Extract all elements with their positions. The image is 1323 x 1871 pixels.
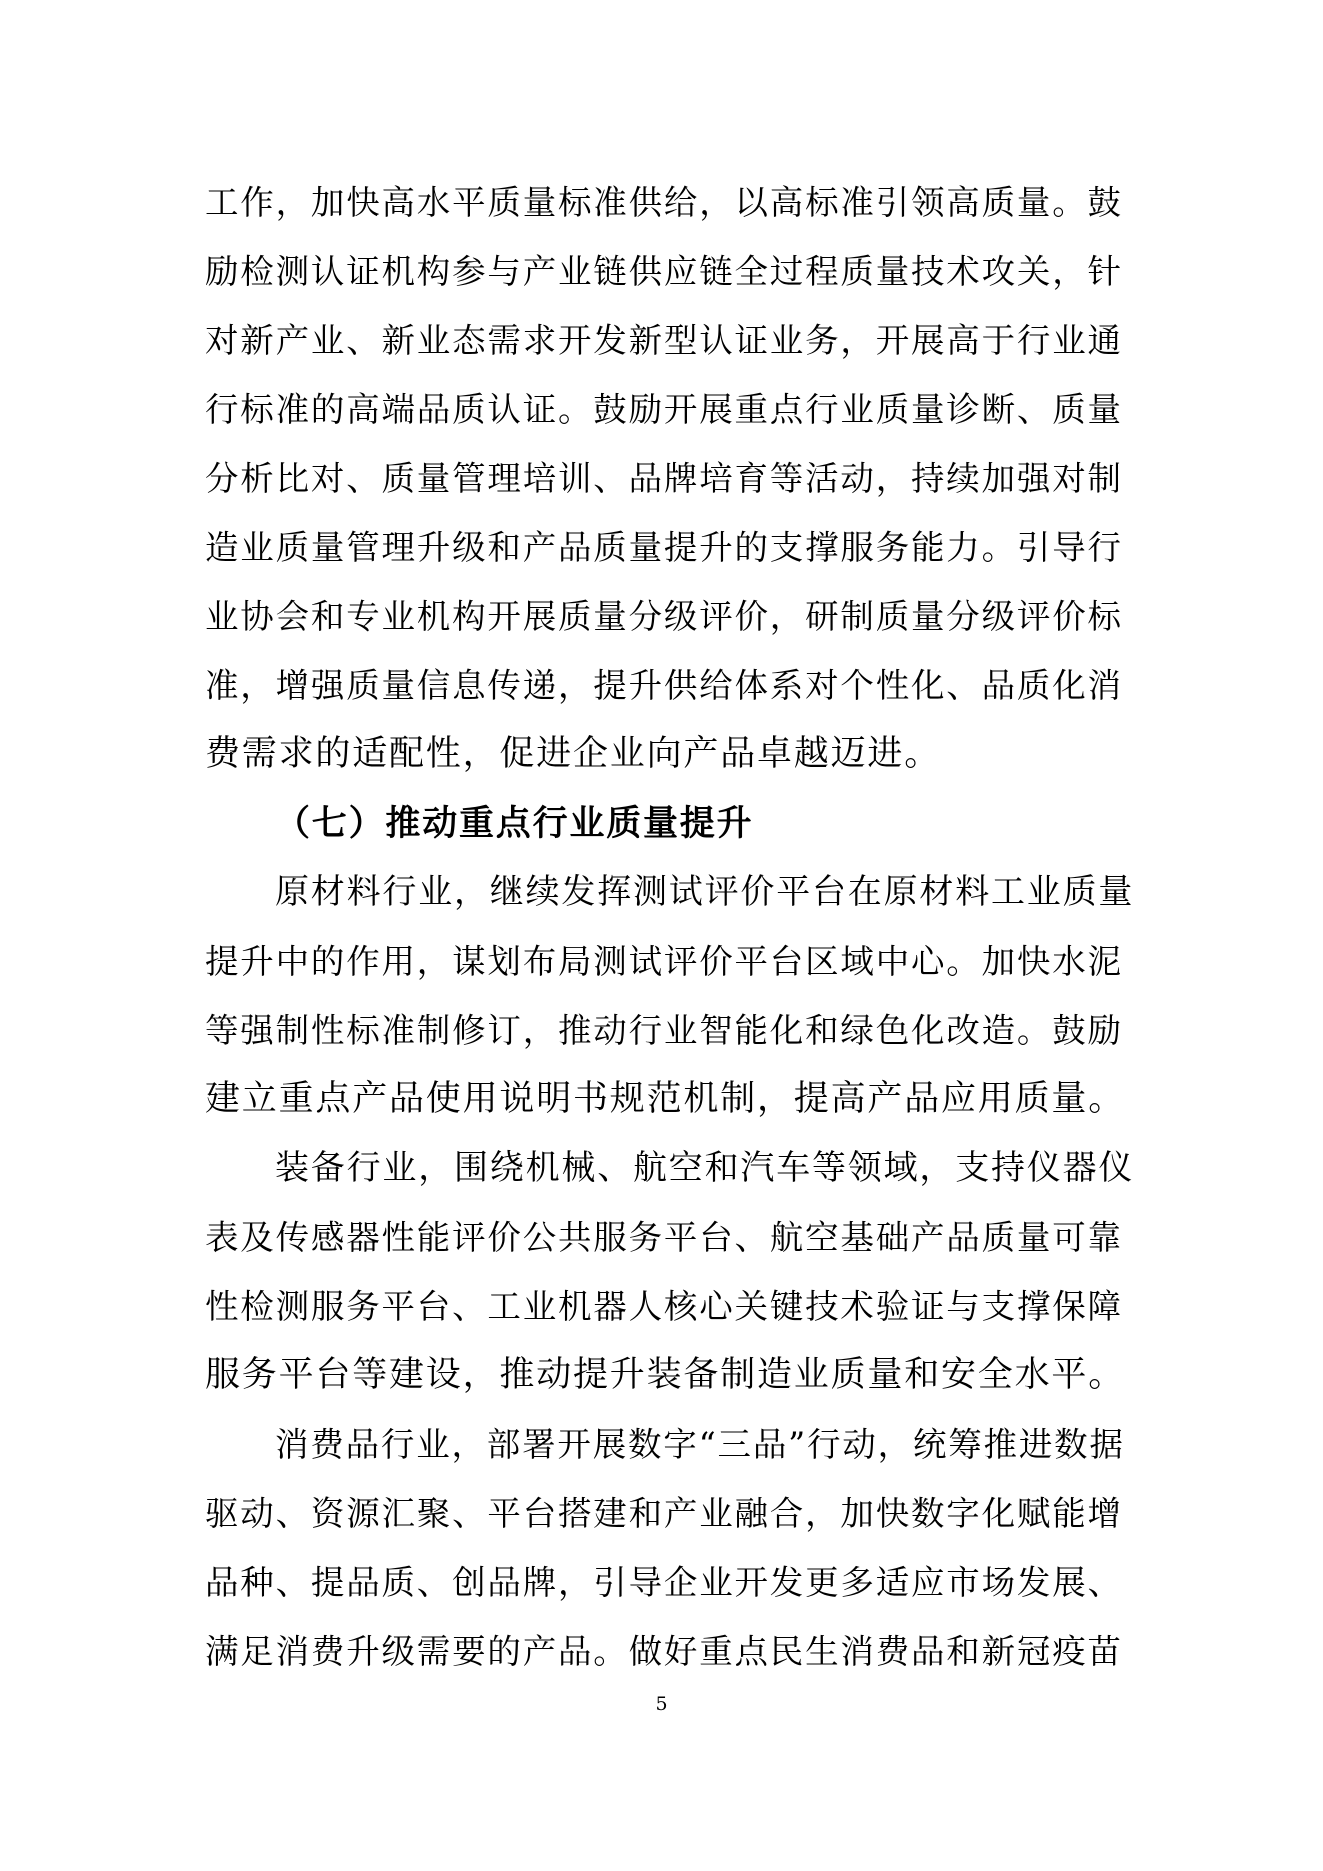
- section-heading: （七）推动重点行业质量提升: [275, 803, 754, 844]
- text-line: 工作，加快高水平质量标准供给，以高标准引领高质量。鼓: [205, 183, 1123, 222]
- text-line: 等强制性标准制修订，推动行业智能化和绿色化改造。鼓励: [205, 1011, 1123, 1050]
- text-line: 励检测认证机构参与产业链供应链全过程质量技术攻关，针: [205, 252, 1123, 291]
- text-line: 业协会和专业机构开展质量分级评价，研制质量分级评价标: [205, 597, 1123, 636]
- text-line: 分析比对、质量管理培训、品牌培育等活动，持续加强对制: [205, 459, 1123, 498]
- text-line: 性检测服务平台、工业机器人核心关键技术验证与支撑保障: [205, 1287, 1123, 1326]
- text-line: 驱动、资源汇聚、平台搭建和产业融合，加快数字化赋能增: [205, 1494, 1123, 1533]
- text-line: 表及传感器性能评价公共服务平台、航空基础产品质量可靠: [205, 1218, 1123, 1257]
- text-line: 原材料行业，继续发挥测试评价平台在原材料工业质量: [275, 872, 1135, 912]
- text-line: 消费品行业，部署开展数字“三品”行动，统筹推进数据: [275, 1425, 1125, 1464]
- text-line: 装备行业，围绕机械、航空和汽车等领域，支持仪器仪: [275, 1148, 1135, 1188]
- text-line: 对新产业、新业态需求开发新型认证业务，开展高于行业通: [205, 321, 1123, 360]
- text-line: 服务平台等建设，推动提升装备制造业质量和安全水平。: [205, 1355, 1126, 1395]
- text-line: 满足消费升级需要的产品。做好重点民生消费品和新冠疫苗: [205, 1632, 1123, 1671]
- text-line: 建立重点产品使用说明书规范机制，提高产品应用质量。: [205, 1079, 1126, 1119]
- body-text: [205, 168, 1133, 1686]
- text-line: 提升中的作用，谋划布局测试评价平台区域中心。加快水泥: [205, 942, 1123, 981]
- text-line: 费需求的适配性，促进企业向产品卓越迈进。: [205, 734, 942, 774]
- page-number: 5: [655, 1693, 668, 1715]
- text-line: 行标准的高端品质认证。鼓励开展重点行业质量诊断、质量: [205, 390, 1123, 429]
- text-line: 品种、提品质、创品牌，引导企业开发更多适应市场发展、: [205, 1563, 1123, 1602]
- text-line: 造业质量管理升级和产品质量提升的支撑服务能力。引导行: [205, 528, 1123, 567]
- text-line: 准，增强质量信息传递，提升供给体系对个性化、品质化消: [205, 666, 1123, 705]
